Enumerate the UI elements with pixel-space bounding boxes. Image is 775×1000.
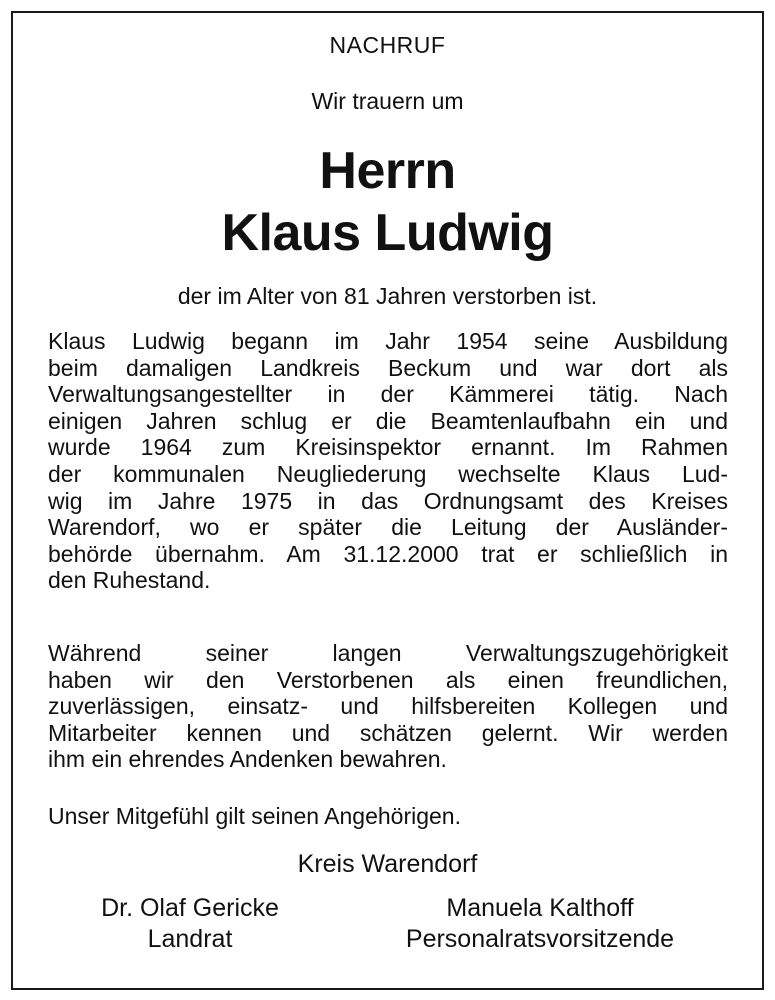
paragraph-line: Mitarbeiter kennen und schätzen gelernt. Wir werden (48, 719, 728, 746)
signatory-left-name: Dr. Olaf Gericke (101, 894, 279, 922)
paragraph-line: zuverlässigen, einsatz- und hilfsbereiten Kollegen und (48, 693, 728, 720)
signatory-left-title: Landrat (147, 925, 233, 953)
paragraph-line: Klaus Ludwig begann im Jahr 1954 seine Ausbildung (48, 328, 728, 354)
mourning-line: Wir trauern um (311, 88, 464, 114)
paragraph-line: Verwaltungsangestellter in der Kämmerei tätig. Nach (48, 381, 728, 408)
signatory-left (70, 893, 310, 955)
paragraph-line: Warendorf, wo er später die Leitung der Ausländer- (48, 514, 728, 541)
condolence-paragraph (48, 803, 728, 830)
signatory-right (360, 893, 720, 955)
paragraph-line: beim damaligen Landkreis Beckum und war dort als (48, 354, 728, 381)
paragraph-line: der kommunalen Neugliederung wechselte Klaus Lud- (48, 460, 728, 487)
signatory-right-title: Personalratsvorsitzende (405, 925, 675, 953)
condolence-line: Unser Mitgefühl gilt seinen Angehörigen. (48, 803, 461, 829)
paragraph-line: haben wir den Verstorbenen als einen freundlichen, (48, 666, 728, 693)
career-paragraph (48, 328, 728, 594)
paragraph-line: behörde übernahm. Am 31.12.2000 trat er schließlich in (48, 540, 728, 567)
paragraph-line: wurde 1964 zum Kreisinspektor ernannt. Im Rahmen (48, 434, 728, 461)
notice-kicker: NACHRUF (329, 32, 446, 58)
signatory-right-name: Manuela Kalthoff (446, 894, 634, 922)
honorific: Herrn (319, 142, 456, 200)
signing-organization: Kreis Warendorf (297, 850, 478, 878)
age-line: der im Alter von 81 Jahren verstorben ist. (177, 283, 598, 309)
paragraph-line: Während seiner langen Verwaltungszugehörigkeit (48, 640, 728, 666)
tribute-paragraph (48, 640, 728, 773)
deceased-name: Klaus Ludwig (221, 204, 554, 262)
paragraph-line: wig im Jahre 1975 in das Ordnungsamt des Kreises (48, 487, 728, 514)
deceased-heading (0, 140, 775, 264)
paragraph-line: ihm ein ehrendes Andenken bewahren. (48, 746, 447, 773)
paragraph-line: den Ruhestand. (48, 567, 211, 594)
paragraph-line: einigen Jahren schlug er die Beamtenlaufbahn ein und (48, 407, 728, 434)
